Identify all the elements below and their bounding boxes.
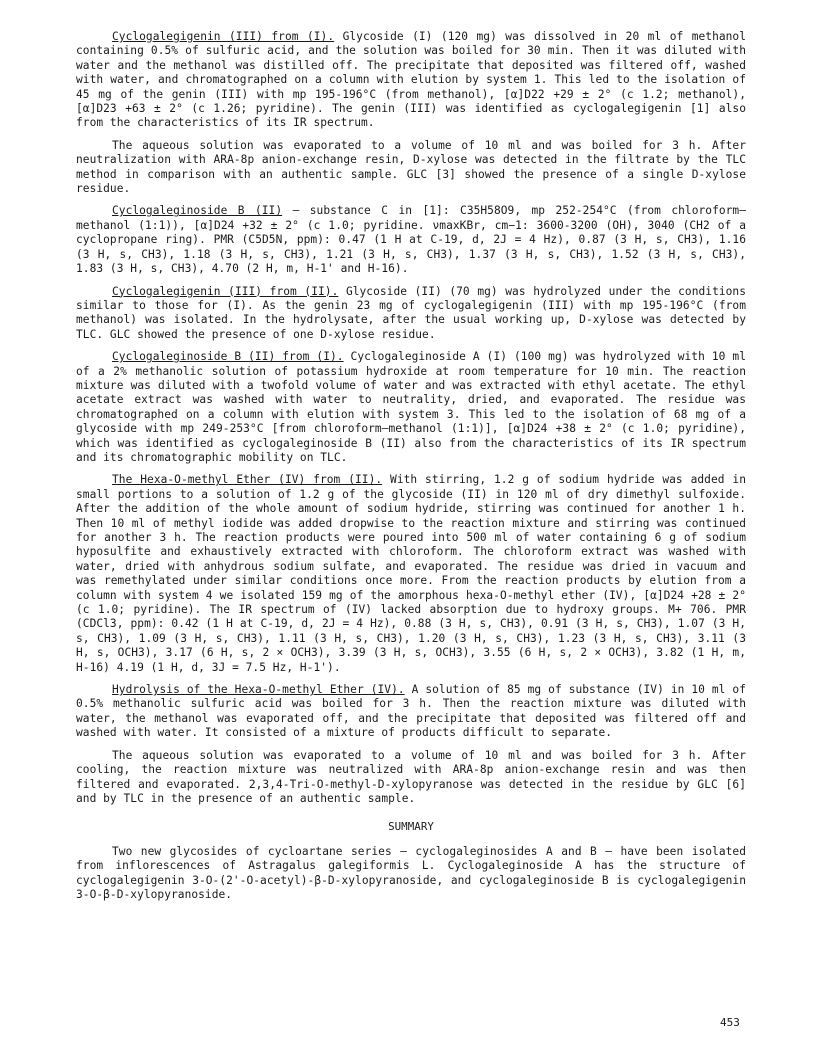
paragraph-text: — substance C in [1]: C35H58O9, mp 252-254°C (from chloroform—methanol (1:1)), [α]D24 +32 ± 2° (c 1.0; pyridine. νmaxKBr, cm−1: 3600-3200 (OH), 3040 (CH2 of a cyclopropane ring). PMR (C5D5N, ppm): 0.47 (1 H at C-19, d, 2J = 4 Hz), 0.87 (3 H, s, CH3), 1.16 (3 H, s, CH3), 1.18 (3 H, s, CH3), 1.21 (3 H, s, CH3), 1.37 (3 H, s, CH3), 1.52 (3 H, s, CH3), 1.83 (3 H, s, CH3), 4.70 (2 H, m, H-1' and H-16).: [76, 204, 747, 276]
paragraph-hexa-methyl-ether: [76, 473, 746, 675]
paragraph-cyclogaleginoside-B: [76, 204, 746, 276]
paragraph-cyclogalegigenin-from-I: [76, 30, 746, 131]
paragraph-cyclogaleginoside-B-from-I: [76, 350, 746, 465]
section-heading: Cyclogaleginoside B (II): [112, 204, 283, 218]
summary-heading: SUMMARY: [388, 820, 434, 834]
paragraph-text: With stirring, 1.2 g of sodium hydride was added in small portions to a solution of 1.2 g of the glycoside (II) in 120 ml of dry dimethyl sulfoxide. After the addition of the whole amount of sodium hydride, stirring was continued for another 1 h. Then 10 ml of methyl iodide was added dropwise to the reaction mixture and stirring was continued for another 3 h. The reaction products were poured into 500 ml of water containing 6 g of sodium hyposulfite and exhaustively extracted with chloroform. The chloroform extract was washed with water, dried with anhydrous sodium sulfate, and evaporated. The residue was dried in vacuum and was remethylated under similar conditions once more. From the reaction products by elution from a column with system 4 we isolated 159 mg of the amorphous hexa-O-methyl ether (IV), [α]D24 +28 ± 2° (c 1.0; pyridine). The IR spectrum of (IV) lacked absorption due to hydroxy groups. M+ 706. PMR (CDCl3, ppm): 0.42 (1 H at C-19, d, 2J = 4 Hz), 0.88 (3 H, s, CH3), 0.91 (3 H, s, CH3), 1.07 (3 H, s, CH3), 1.09 (3 H, s, CH3), 1.11 (3 H, s, CH3), 1.20 (3 H, s, CH3), 1.23 (3 H, s, CH3), 3.11 (3 H, s, OCH3), 3.17 (6 H, s, 2 × OCH3), 3.39 (3 H, s, OCH3), 3.55 (6 H, s, 2 × OCH3), 3.82 (1 H, m, H-16) 4.19 (1 H, d, 3J = 7.5 Hz, H-1').: [76, 473, 746, 674]
paragraph-text: The aqueous solution was evaporated to a volume of 10 ml and was boiled for 3 h. After neutralization with ARA-8p anion-exchange resin, D-xylose was detected in the filtrate by the TLC method in comparison with an authentic sample. GLC [3] showed the presence of a single D-xylose residue.: [76, 138, 746, 196]
paragraph-text: Cyclogaleginoside A (I) (100 mg) was hydrolyzed with 10 ml of a 2% methanolic solution of potassium hydroxide at room temperature for 10 min. The reaction mixture was diluted with a twofold volume of water and was extracted with ethyl acetate. The ethyl acetate extract was washed with water to neutrality, dried, and evaporated. The residue was chromatographed on a column with elution with system 3. This led to the isolation of 68 mg of a glycoside with mp 249-253°C [from chloroform—methanol (1:1)], [α]D24 +38 ± 2° (c 1.0; pyridine), which was identified as cyclogaleginoside B (II) also from the characteristics of its IR spectrum and its chromatographic mobility on TLC.: [76, 350, 746, 464]
paragraph-aqueous-solution-1: [76, 139, 746, 197]
section-heading: The Hexa-O-methyl Ether (IV) from (II).: [112, 473, 383, 487]
paragraph-aqueous-solution-2: [76, 749, 746, 807]
paragraph-text: Glycoside (II) (70 mg) was hydrolyzed under the conditions similar to those for (I). As the genin 23 mg of cyclogalegigenin (III) with mp 195-196°C (from methanol) was isolated. In the hydrolysate, after the usual working up, D-xylose was detected by TLC. GLC showed the presence of one D-xylose residue.: [76, 284, 747, 341]
document-body: [76, 30, 746, 902]
page-number: 453: [720, 1016, 740, 1029]
section-heading: Cyclogalegigenin (III) from (II).: [112, 284, 339, 298]
summary-paragraph: Two new glycosides of cycloartane series — cyclogaleginosides A and B — have been isolated from inflorescences of Astragalus galegiformis L. Cyclogaleginoside A has the structure of cyclogalegigenin 3-O-(2'-O-acetyl)-β-D-xylopyranoside, and cyclogaleginoside B is cyclogalegigenin 3-O-β-D-xylopyranoside.: [76, 844, 746, 901]
paragraph-hydrolysis-hexa-methyl-ether: [76, 683, 746, 741]
paragraph-cyclogalegigenin-from-II: [76, 285, 746, 343]
paragraph-text: The aqueous solution was evaporated to a volume of 10 ml and was boiled for 3 h. After cooling, the reaction mixture was neutralized with ARA-8p anion-exchange resin and was then filtered and evaporated. 2,3,4-Tri-O-methyl-D-xylopyranose was detected in the residue by GLC [6] and by TLC in the presence of an authentic sample.: [76, 748, 746, 805]
section-heading: Cyclogaleginoside B (II) from (I).: [112, 350, 344, 364]
paragraph-text: A solution of 85 mg of substance (IV) in 10 ml of 0.5% methanolic sulfuric acid was boiled for 3 h. Then the reaction mixture was diluted with water, the methanol was evaporated off, and the precipitate that deposited was filtered off and washed with water. It consisted of a mixture of products difficult to separate.: [76, 683, 746, 740]
paragraph-text: Glycoside (I) (120 mg) was dissolved in 20 ml of methanol containing 0.5% of sulfuric acid, and the solution was boiled for 30 min. Then it was diluted with water and the methanol was distilled off. The precipitate that deposited was filtered off, washed with water, and chromatographed on a column with elution by system 1. This led to the isolation of 45 mg of the genin (III) with mp 195-196°C (from methanol), [α]D22 +29 ± 2° (c 1.2; methanol), [α]D23 +63 ± 2° (c 1.26; pyridine). The genin (III) was identified as cyclogalegigenin [1] also from the characteristics of its IR spectrum.: [76, 30, 747, 130]
section-heading: Hydrolysis of the Hexa-O-methyl Ether (IV).: [112, 683, 405, 697]
section-heading: Cyclogalegigenin (III) from (I).: [112, 30, 335, 43]
